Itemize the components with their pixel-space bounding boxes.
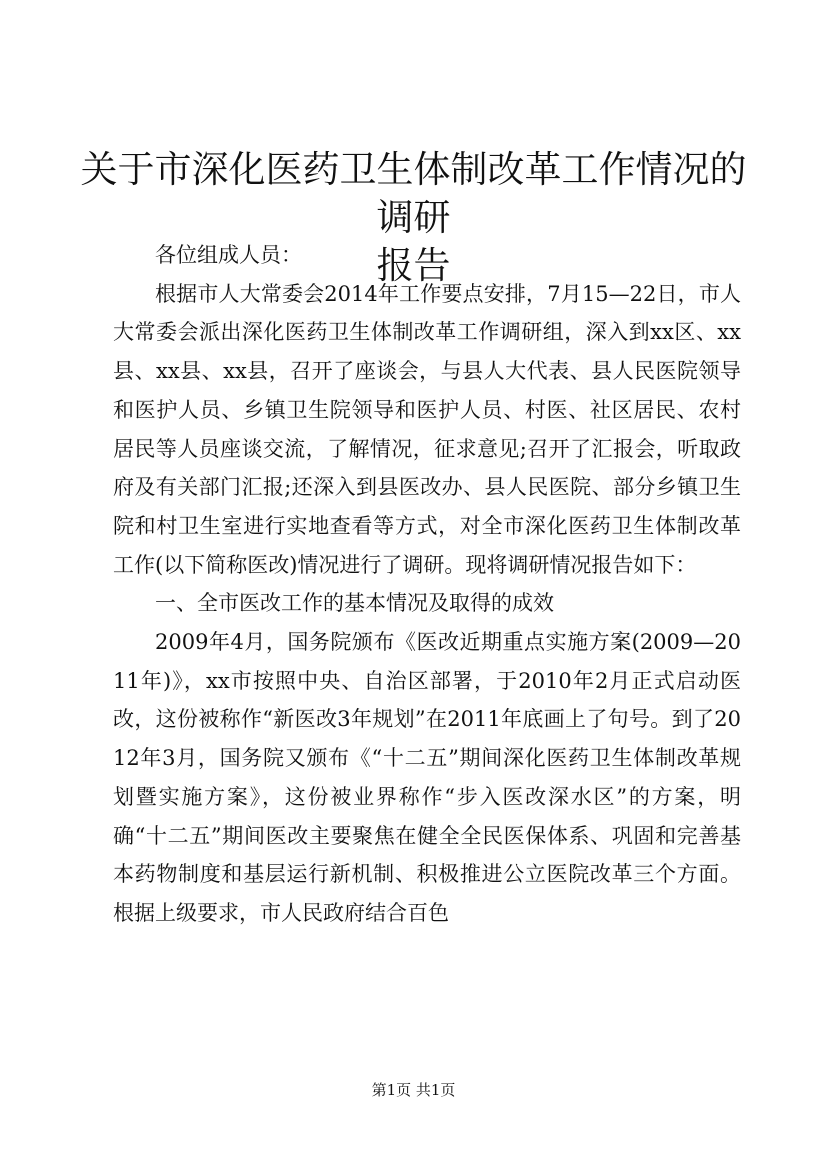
title-line-2: 报告 <box>376 244 451 287</box>
section-paragraph: 2009年4月，国务院颁布《医改近期重点实施方案(2009—2011年)》，xx市按照中央、自治区部署，于2010年2月正式启动医改，这份被称作“新医改3年规划”在2011年底画上了句号。到了2012年3月，国务院又颁布《“十二五”期间深化医药卫生体制改革规划暨实施方案》，这份被业界称作“步入医改深水区”的方案，明确“十二五”期间医改主要聚焦在健全全民医保体系、巩固和完善基本药物制度和基层运行新机制、积极推进公立医院改革三个方面。根据上级要求，市人民政府结合百色 <box>113 630 741 925</box>
title-line-1: 关于市深化医药卫生体制改革工作情况的调研 <box>80 148 747 239</box>
document-body <box>113 236 741 933</box>
page-footer: 第1页 共1页 <box>371 1081 456 1099</box>
section-heading: 一、全市医改工作的基本情况及取得的成效 <box>155 591 554 616</box>
salutation-paragraph: 各位组成人员： <box>155 243 302 267</box>
intro-paragraph: 根据市人大常委会2014年工作要点安排，7月15—22日，市人大常委会派出深化医药卫生体制改革工作调研组，深入到xx区、xx县、xx县、xx县，召开了座谈会，与县人大代表、县人民医院领导和医护人员、乡镇卫生院领导和医护人员、村医、社区居民、农村居民等人员座谈交流，了解情况，征求意见;召开了汇报会，听取政府及有关部门汇报;还深入到县医改办、县人民医院、部分乡镇卫生院和村卫生室进行实地查看等方式，对全市深化医药卫生体制改革工作(以下简称医改)情况进行了调研。现将调研情况报告如下： <box>113 281 741 577</box>
